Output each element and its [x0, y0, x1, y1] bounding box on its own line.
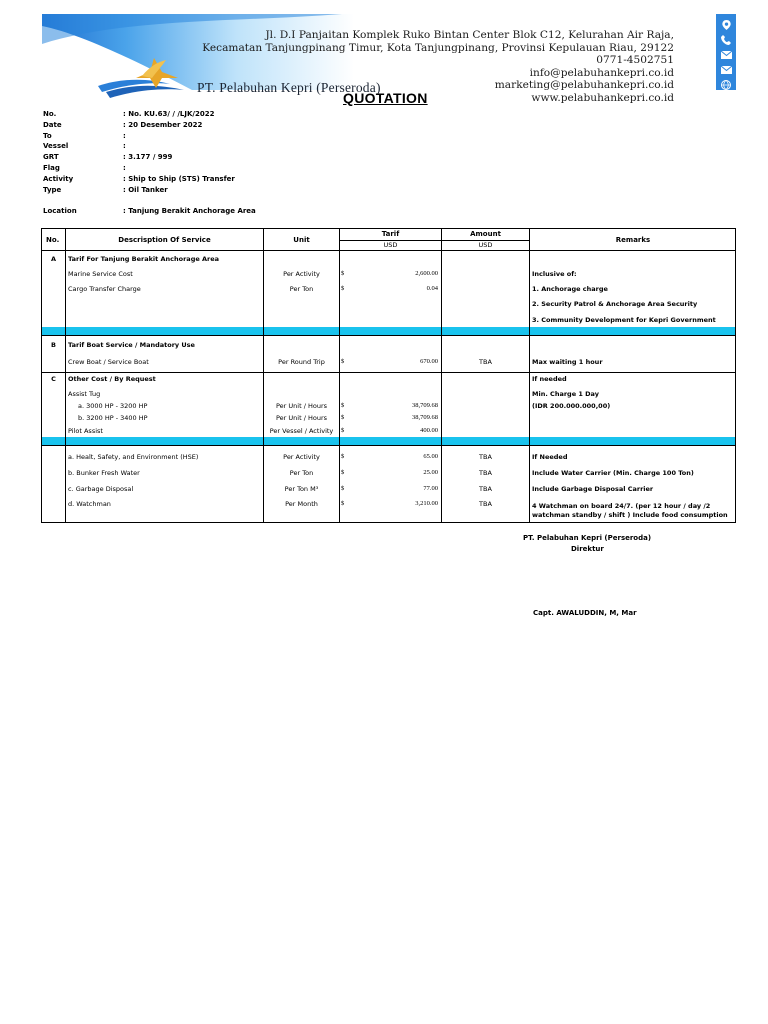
currency-symbol: $ [341, 453, 345, 460]
service-unit: Per Month [285, 500, 318, 508]
service-unit: Per Unit / Hours [275, 402, 328, 410]
remark: Min. Charge 1 Day [532, 390, 599, 398]
phone-icon [719, 34, 733, 46]
email-icon [719, 64, 733, 76]
info-label: Type [43, 185, 62, 194]
address-line-2: Kecamatan Tanjungpinang Timur, Kota Tanjungpinang, Provinsi Kepulauan Riau, 29122 [202, 41, 674, 54]
service-unit: Per Ton M³ [284, 485, 319, 493]
info-label: No. [43, 110, 57, 118]
tarif-value: 77.00 [423, 485, 438, 492]
company-logo [92, 48, 207, 100]
info-value: : Ship to Ship (STS) Transfer [123, 174, 235, 183]
row-divider [42, 445, 735, 446]
service-description: a. Healt, Safety, and Environment (HSE) [68, 453, 199, 461]
remark: watchman standby / shift ) Include food consumption [532, 511, 728, 519]
currency-symbol: $ [341, 485, 345, 492]
service-description: b. 3200 HP - 3400 HP [78, 414, 148, 422]
info-label: Activity [43, 174, 74, 183]
info-value: : [123, 142, 126, 151]
service-description: Crew Boat / Service Boat [68, 358, 149, 366]
info-value: : [123, 163, 126, 172]
tarif-value: 25.00 [423, 469, 438, 476]
address-line-1: Jl. D.I Panjaitan Komplek Ruko Bintan Center Blok C12, Kelurahan Air Raja, [265, 29, 674, 41]
header-tarif: Tarif [381, 230, 400, 238]
section-separator [42, 327, 735, 335]
remark: Inclusive of: [532, 270, 577, 278]
service-unit: Per Ton [289, 469, 314, 477]
header-no: No. [46, 236, 60, 244]
service-unit: Per Vessel / Activity [269, 427, 334, 435]
tarif-value: 670.00 [420, 358, 438, 365]
tarif-value: 3,210.00 [415, 500, 438, 507]
currency-symbol: $ [341, 500, 345, 507]
email-icon [719, 49, 733, 61]
info-value: : 20 Desember 2022 [123, 120, 203, 129]
company-name: PT. Pelabuhan Kepri (Perseroda) [197, 80, 381, 95]
info-label: GRT [43, 153, 59, 162]
service-description: Cargo Transfer Charge [68, 285, 141, 293]
header-unit: Unit [293, 236, 310, 244]
phone-number: 0771-4502751 [596, 54, 674, 67]
section-a-number: A [50, 255, 57, 263]
quotation-table [41, 228, 736, 523]
service-unit: Per Unit / Hours [275, 414, 328, 422]
amount-value: TBA [479, 453, 492, 461]
section-c-number: C [51, 375, 56, 383]
service-description: b. Bunker Fresh Water [68, 469, 140, 477]
remark: Max waiting 1 hour [532, 358, 603, 366]
info-value: : 3.177 / 999 [123, 153, 173, 162]
tarif-value: 2,600.00 [415, 270, 438, 277]
service-unit: Per Round Trip [278, 358, 325, 366]
info-label: Flag [43, 163, 60, 172]
contact-icons [716, 16, 736, 93]
amount-value: TBA [479, 358, 492, 366]
signature-name: Capt. AWALUDDIN, M, Mar [533, 609, 637, 617]
section-c-title: Other Cost / By Request [68, 375, 156, 383]
remark: (IDR 200.000.000,00) [532, 402, 611, 410]
globe-icon [719, 79, 733, 91]
remark: 3. Community Development for Kepri Government [532, 316, 716, 324]
info-label: Date [43, 120, 62, 129]
remark: 2. Security Patrol & Anchorage Area Security [532, 300, 698, 308]
location-icon [719, 19, 733, 31]
header-tarif-currency: USD [383, 241, 398, 249]
header-description: Descrisption Of Service [118, 236, 211, 244]
row-divider [42, 372, 735, 373]
tarif-value: 38,709.68 [412, 402, 438, 409]
service-description: Marine Service Cost [68, 270, 133, 278]
header-remarks: Remarks [615, 236, 651, 244]
row-divider [42, 335, 735, 336]
currency-symbol: $ [341, 358, 345, 365]
column-divider [441, 229, 442, 522]
currency-symbol: $ [341, 270, 345, 277]
column-divider [529, 229, 530, 522]
column-divider [65, 229, 66, 522]
email-marketing: marketing@pelabuhankepri.co.id [494, 79, 674, 92]
remark: If needed [532, 375, 567, 383]
remark: If Needed [532, 453, 568, 461]
website: www.pelabuhankepri.co.id [531, 91, 674, 104]
service-unit: Per Activity [283, 270, 320, 278]
section-separator [42, 437, 735, 445]
currency-symbol: $ [341, 414, 345, 421]
remark: Include Garbage Disposal Carrier [532, 485, 654, 493]
column-divider [339, 229, 340, 522]
header-amount-currency: USD [478, 241, 493, 249]
company-address [202, 29, 674, 105]
document-title: QUOTATION [343, 90, 428, 106]
remark: 4 Watchman on board 24/7. (per 12 hour / day /2 [532, 502, 711, 510]
tarif-value: 38,709.68 [412, 414, 438, 421]
amount-value: TBA [479, 485, 492, 493]
service-unit: Per Activity [283, 453, 320, 461]
section-b-title: Tarif Boat Service / Mandatory Use [68, 341, 195, 349]
section-a-title: Tarif For Tanjung Berakit Anchorage Area [68, 255, 220, 263]
info-value: : No. KU.63/ / /LJK/2022 [123, 110, 215, 118]
service-description: c. Garbage Disposal [68, 485, 134, 493]
signature-position: Direktur [571, 545, 604, 553]
signature-company: PT. Pelabuhan Kepri (Perseroda) [523, 534, 652, 542]
info-value: : Oil Tanker [123, 185, 168, 194]
section-b-number: B [51, 341, 56, 349]
header-amount: Amount [470, 230, 501, 238]
service-unit: Per Ton [289, 285, 314, 293]
amount-value: TBA [479, 469, 492, 477]
currency-symbol: $ [341, 285, 345, 292]
amount-value: TBA [479, 500, 492, 508]
info-label: To [43, 131, 52, 140]
info-label: Location [43, 207, 77, 216]
service-subtitle: Assist Tug [68, 390, 101, 398]
service-description: d. Watchman [68, 500, 111, 508]
header-divider [42, 250, 735, 251]
info-value: : Tanjung Berakit Anchorage Area [123, 207, 256, 216]
tarif-value: 65.00 [423, 453, 438, 460]
info-label: Vessel [43, 142, 69, 151]
info-value: : [123, 131, 126, 140]
service-description: Pilot Assist [68, 427, 103, 435]
currency-symbol: $ [341, 427, 345, 434]
service-description: a. 3000 HP - 3200 HP [78, 402, 148, 410]
tarif-value: 400.00 [420, 427, 438, 434]
email-info: info@pelabuhankepri.co.id [529, 66, 674, 79]
currency-symbol: $ [341, 469, 345, 476]
currency-symbol: $ [341, 402, 345, 409]
tarif-value: 0.04 [426, 285, 438, 292]
remark: Include Water Carrier (Min. Charge 100 Ton) [532, 469, 694, 477]
remark: 1. Anchorage charge [532, 285, 608, 293]
